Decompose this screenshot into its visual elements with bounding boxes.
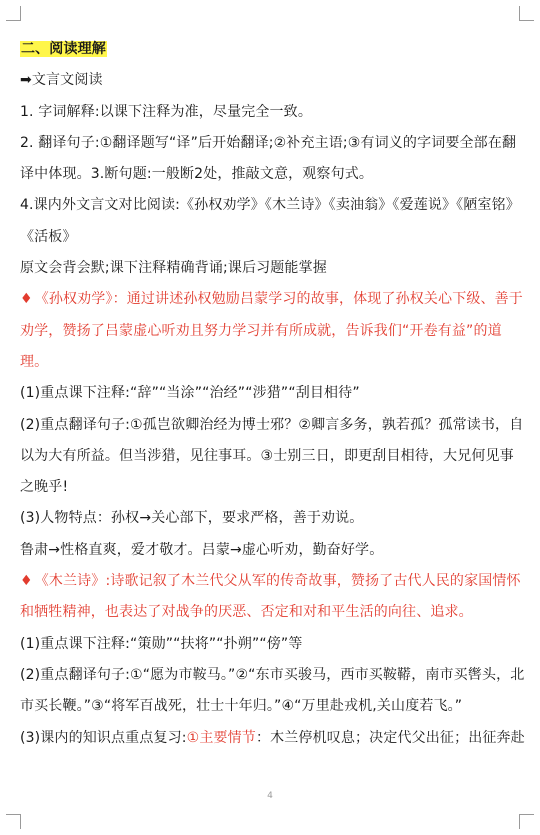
section-heading-line — [20, 34, 526, 65]
crop-mark-bottom-left — [6, 814, 21, 829]
mulan-translation: (2)重点翻译句子:①“愿为市鞍马。”②“东市买骏马，西市买鞍鞯，南市买辔头，北市买长鞭。”③“将军百战死，壮士十年归。”④“万里赴戎机,关山度若飞。” — [20, 666, 525, 715]
rule-translation: 2. 翻译句子:①翻译题写“译”后开始翻译;②补充主语;③有词义的字词要全部在翻译中体现。3.断句题:一般断2处，推敲文意，观察句式。 — [20, 134, 517, 183]
diamond-icon: ♦ — [20, 573, 33, 590]
page-number: 4 — [267, 791, 273, 801]
mulan-main-plot: ：木兰停机叹息；决定代父出征；出征奔赴 — [255, 729, 525, 746]
rule-word-explanation: 1. 字词解释:以课下注释为准，尽量完全一致。 — [20, 103, 312, 120]
crop-mark-top-right — [519, 6, 534, 21]
mulan-review — [20, 723, 526, 754]
rule-memorization: 原文会背会默;课下注释精确背诵;课后习题能掌握 — [20, 260, 327, 277]
diamond-icon: ♦ — [20, 291, 33, 308]
sunquan-notes: (1)重点课下注释:“辞”“当涂”“治经”“涉猎”“刮目相待” — [20, 385, 360, 402]
crop-mark-top-left — [6, 6, 21, 21]
sunquan-translation: (2)重点翻译句子:①孤岂欲卿治经为博士邪？②卿言多务，孰若孤？孤常读书，自以为大有所益。但当涉猎，见往事耳。③士别三日，即更刮目相待，大兄何见事之晚乎! — [20, 416, 524, 496]
sunquan-intro-paragraph — [20, 284, 526, 378]
crop-mark-bottom-right — [519, 814, 534, 829]
page-content — [20, 34, 526, 754]
mulan-intro-paragraph — [20, 566, 526, 629]
sunquan-character-traits: (3)人物特点：孙权→关心部下，要求严格，善于劝说。 — [20, 510, 364, 527]
section-heading: 二、阅读理解 — [21, 41, 106, 57]
rule-comparison-reading: 4.课内外文言文对比阅读:《孙权劝学》《木兰诗》《卖油翁》《爱莲说》《陋室铭》《活板》 — [20, 197, 520, 245]
mulan-review-prefix: (3)课内的知识点重点复习: — [20, 729, 187, 746]
mulan-notes: (1)重点课下注释:“策勋”“扶将”“扑朔”“傍”等 — [20, 635, 303, 652]
mulan-intro: :诗歌记叙了木兰代父从军的传奇故事，赞扬了古代人民的家国情怀和牺牲精神，也表达了对战争的厌恶、否定和对和平生活的向往、追求。 — [20, 573, 521, 621]
mulan-title: 《木兰诗》 — [34, 573, 106, 590]
sunquan-intro: 《孙权劝学》：通过讲述孙权勉励吕蒙学习的故事，体现了孙权关心下级、善于劝学，赞扬了吕蒙虚心听劝且努力学习并有所成就，告诉我们“开卷有益”的道理。 — [20, 291, 523, 370]
sub-heading: ➡文言文阅读 — [20, 72, 103, 89]
sunquan-character-traits-cont: 鲁肃→性格直爽，爱才敬才。吕蒙→虚心听劝，勤奋好学。 — [20, 541, 384, 558]
mulan-main-plot-label: ①主要情节 — [186, 729, 256, 746]
